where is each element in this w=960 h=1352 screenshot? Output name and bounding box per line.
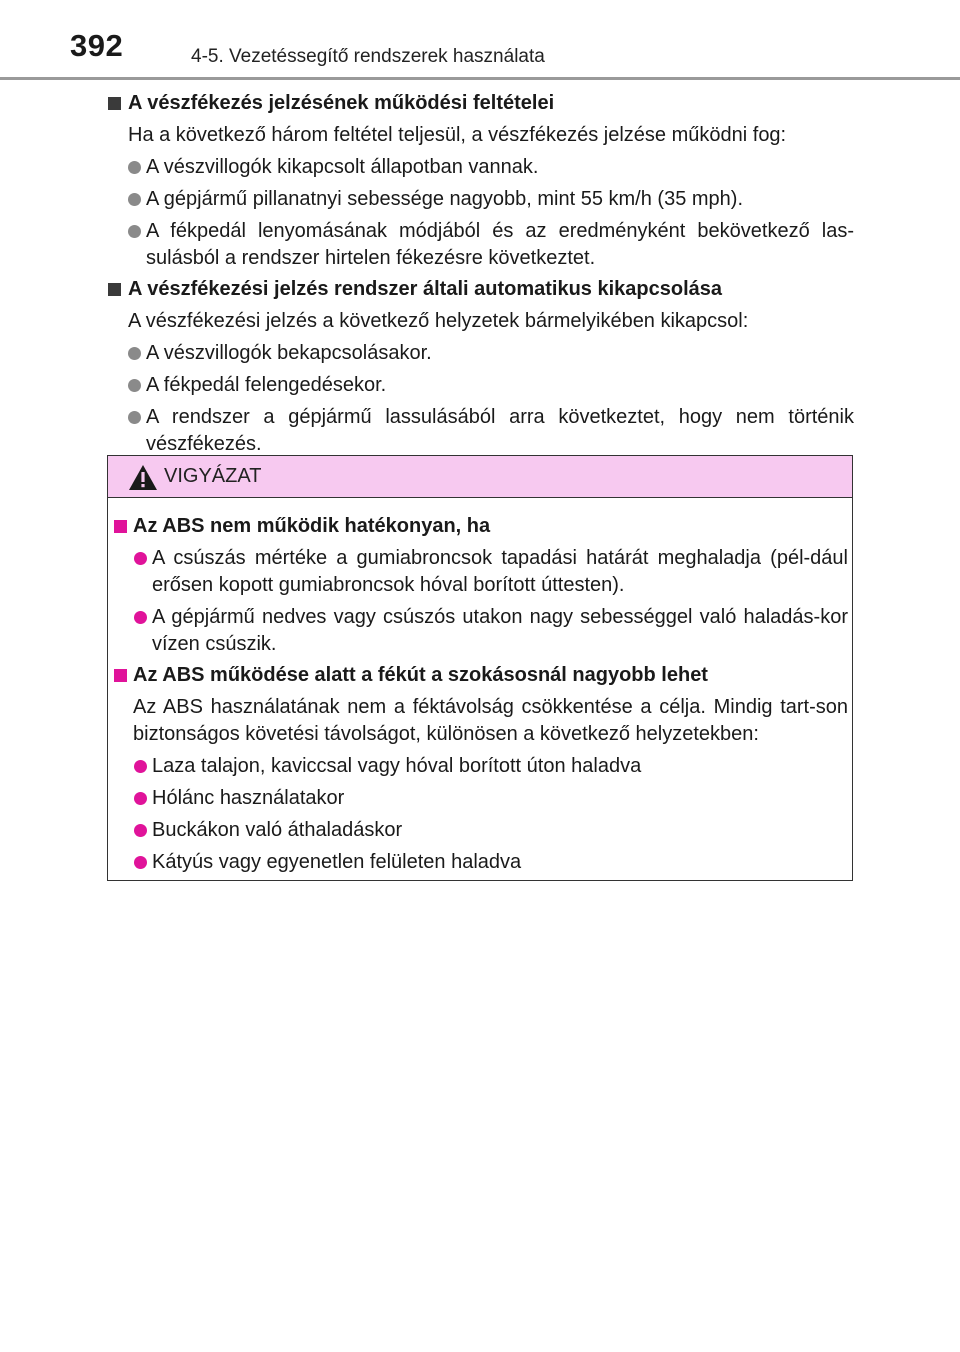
list-item: [108, 340, 854, 367]
list-item-text: A gépjármű pillanatnyi sebessége nagyobb, mint 55 km/h (35 mph).: [146, 188, 744, 210]
section-intro: A vészfékezési jelzés a következő helyzetek bármelyikében kikapcsol:: [128, 310, 749, 332]
round-bullet-icon: [134, 552, 147, 565]
list-item-text: A vészvillogók bekapcsolásakor.: [146, 342, 432, 364]
page-header: [0, 0, 960, 78]
caution-content: [114, 513, 848, 876]
square-bullet-icon: [108, 97, 121, 110]
list-item-text: A gépjármű nedves vagy csúszós utakon nagy sebességgel való haladás-kor vízen csúszik.: [152, 606, 848, 655]
round-bullet-icon: [134, 856, 147, 869]
list-item: [108, 372, 854, 399]
list-item-text: A rendszer a gépjármű lassulásából arra következtet, hogy nem történik vészfékezés.: [146, 406, 854, 455]
caution-header: [108, 456, 852, 498]
list-item-text: A csúszás mértéke a gumiabroncsok tapadási határát meghaladja (pél-dául erősen kopott gumiabroncsok hóval borított úttesten).: [152, 547, 848, 596]
list-item: [108, 154, 854, 181]
chapter-title: 4-5. Vezetéssegítő rendszerek használata: [191, 46, 545, 67]
round-bullet-icon: [134, 824, 147, 837]
list-item-text: A vészvillogók kikapcsolt állapotban vannak.: [146, 156, 539, 178]
square-bullet-icon: [114, 520, 127, 533]
caution-section-heading-text: Az ABS működése alatt a fékút a szokásosnál nagyobb lehet: [133, 664, 708, 686]
section-intro: Ha a következő három feltétel teljesül, a vészfékezés jelzése működni fog:: [128, 124, 787, 146]
caution-list-item: [114, 849, 848, 876]
caution-list-item: [114, 604, 848, 658]
main-content: [108, 90, 854, 458]
list-item-text: A fékpedál felengedésekor.: [146, 374, 387, 396]
caution-title: VIGYÁZAT: [164, 465, 262, 487]
round-bullet-icon: [128, 225, 141, 238]
list-item-text: Buckákon való áthaladáskor: [152, 819, 403, 841]
round-bullet-icon: [134, 760, 147, 773]
caution-list-item: [114, 545, 848, 599]
list-item-text: Kátyús vagy egyenetlen felületen haladva: [152, 851, 522, 873]
list-item-text: A fékpedál lenyomásának módjából és az eredményként bekövetkező las-sulásból a rendszer hirtelen fékezésre következtet.: [146, 220, 854, 269]
page-number: 392: [70, 28, 124, 63]
square-bullet-icon: [108, 283, 121, 296]
warning-triangle-icon: [128, 464, 158, 491]
caution-section-heading: [114, 513, 848, 540]
caution-list-item: [114, 817, 848, 844]
section-heading-text: A vészfékezés jelzésének működési feltételei: [128, 92, 555, 114]
round-bullet-icon: [128, 193, 141, 206]
list-item-text: Hólánc használatakor: [152, 787, 345, 809]
section-heading: [108, 276, 854, 303]
header-divider: [0, 77, 960, 80]
caution-list-item: [114, 753, 848, 780]
list-item: [108, 404, 854, 458]
round-bullet-icon: [134, 792, 147, 805]
round-bullet-icon: [128, 347, 141, 360]
caution-box: [107, 455, 853, 881]
round-bullet-icon: [134, 611, 147, 624]
round-bullet-icon: [128, 411, 141, 424]
list-item: [108, 186, 854, 213]
list-item-text: Laza talajon, kaviccsal vagy hóval borított úton haladva: [152, 755, 642, 777]
caution-section-heading: [114, 662, 848, 689]
caution-list-item: [114, 785, 848, 812]
section-heading: [108, 90, 854, 117]
round-bullet-icon: [128, 379, 141, 392]
caution-section-heading-text: Az ABS nem működik hatékonyan, ha: [133, 515, 491, 537]
caution-intro: Az ABS használatának nem a féktávolság csökkentése a célja. Mindig tart-son biztonságos követési távolságot, különösen a következő helyzetekben:: [133, 696, 848, 745]
section-heading-text: A vészfékezési jelzés rendszer általi automatikus kikapcsolása: [128, 278, 723, 300]
round-bullet-icon: [128, 161, 141, 174]
list-item: [108, 218, 854, 272]
square-bullet-icon: [114, 669, 127, 682]
